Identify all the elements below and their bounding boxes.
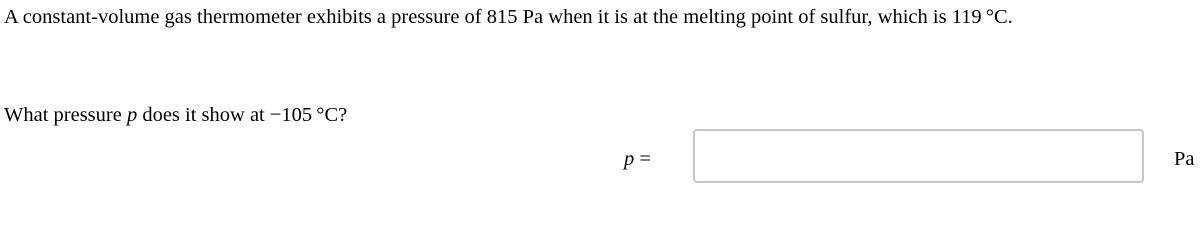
answer-label-variable: p xyxy=(624,148,635,170)
answer-input[interactable] xyxy=(693,129,1144,183)
unit-label: Pa xyxy=(1174,148,1195,170)
answer-label-equals: = xyxy=(634,148,651,170)
question-suffix: does it show at −105 °C? xyxy=(137,104,348,126)
problem-statement: A constant-volume gas thermometer exhibits a pressure of 815 Pa when it is at the melting point of sulfur, which is 119 °C. xyxy=(4,6,1013,28)
answer-row xyxy=(0,128,1200,184)
question-text xyxy=(4,102,347,128)
answer-label xyxy=(624,146,651,172)
question-variable: p xyxy=(126,104,138,126)
question-prefix: What pressure xyxy=(4,104,127,126)
